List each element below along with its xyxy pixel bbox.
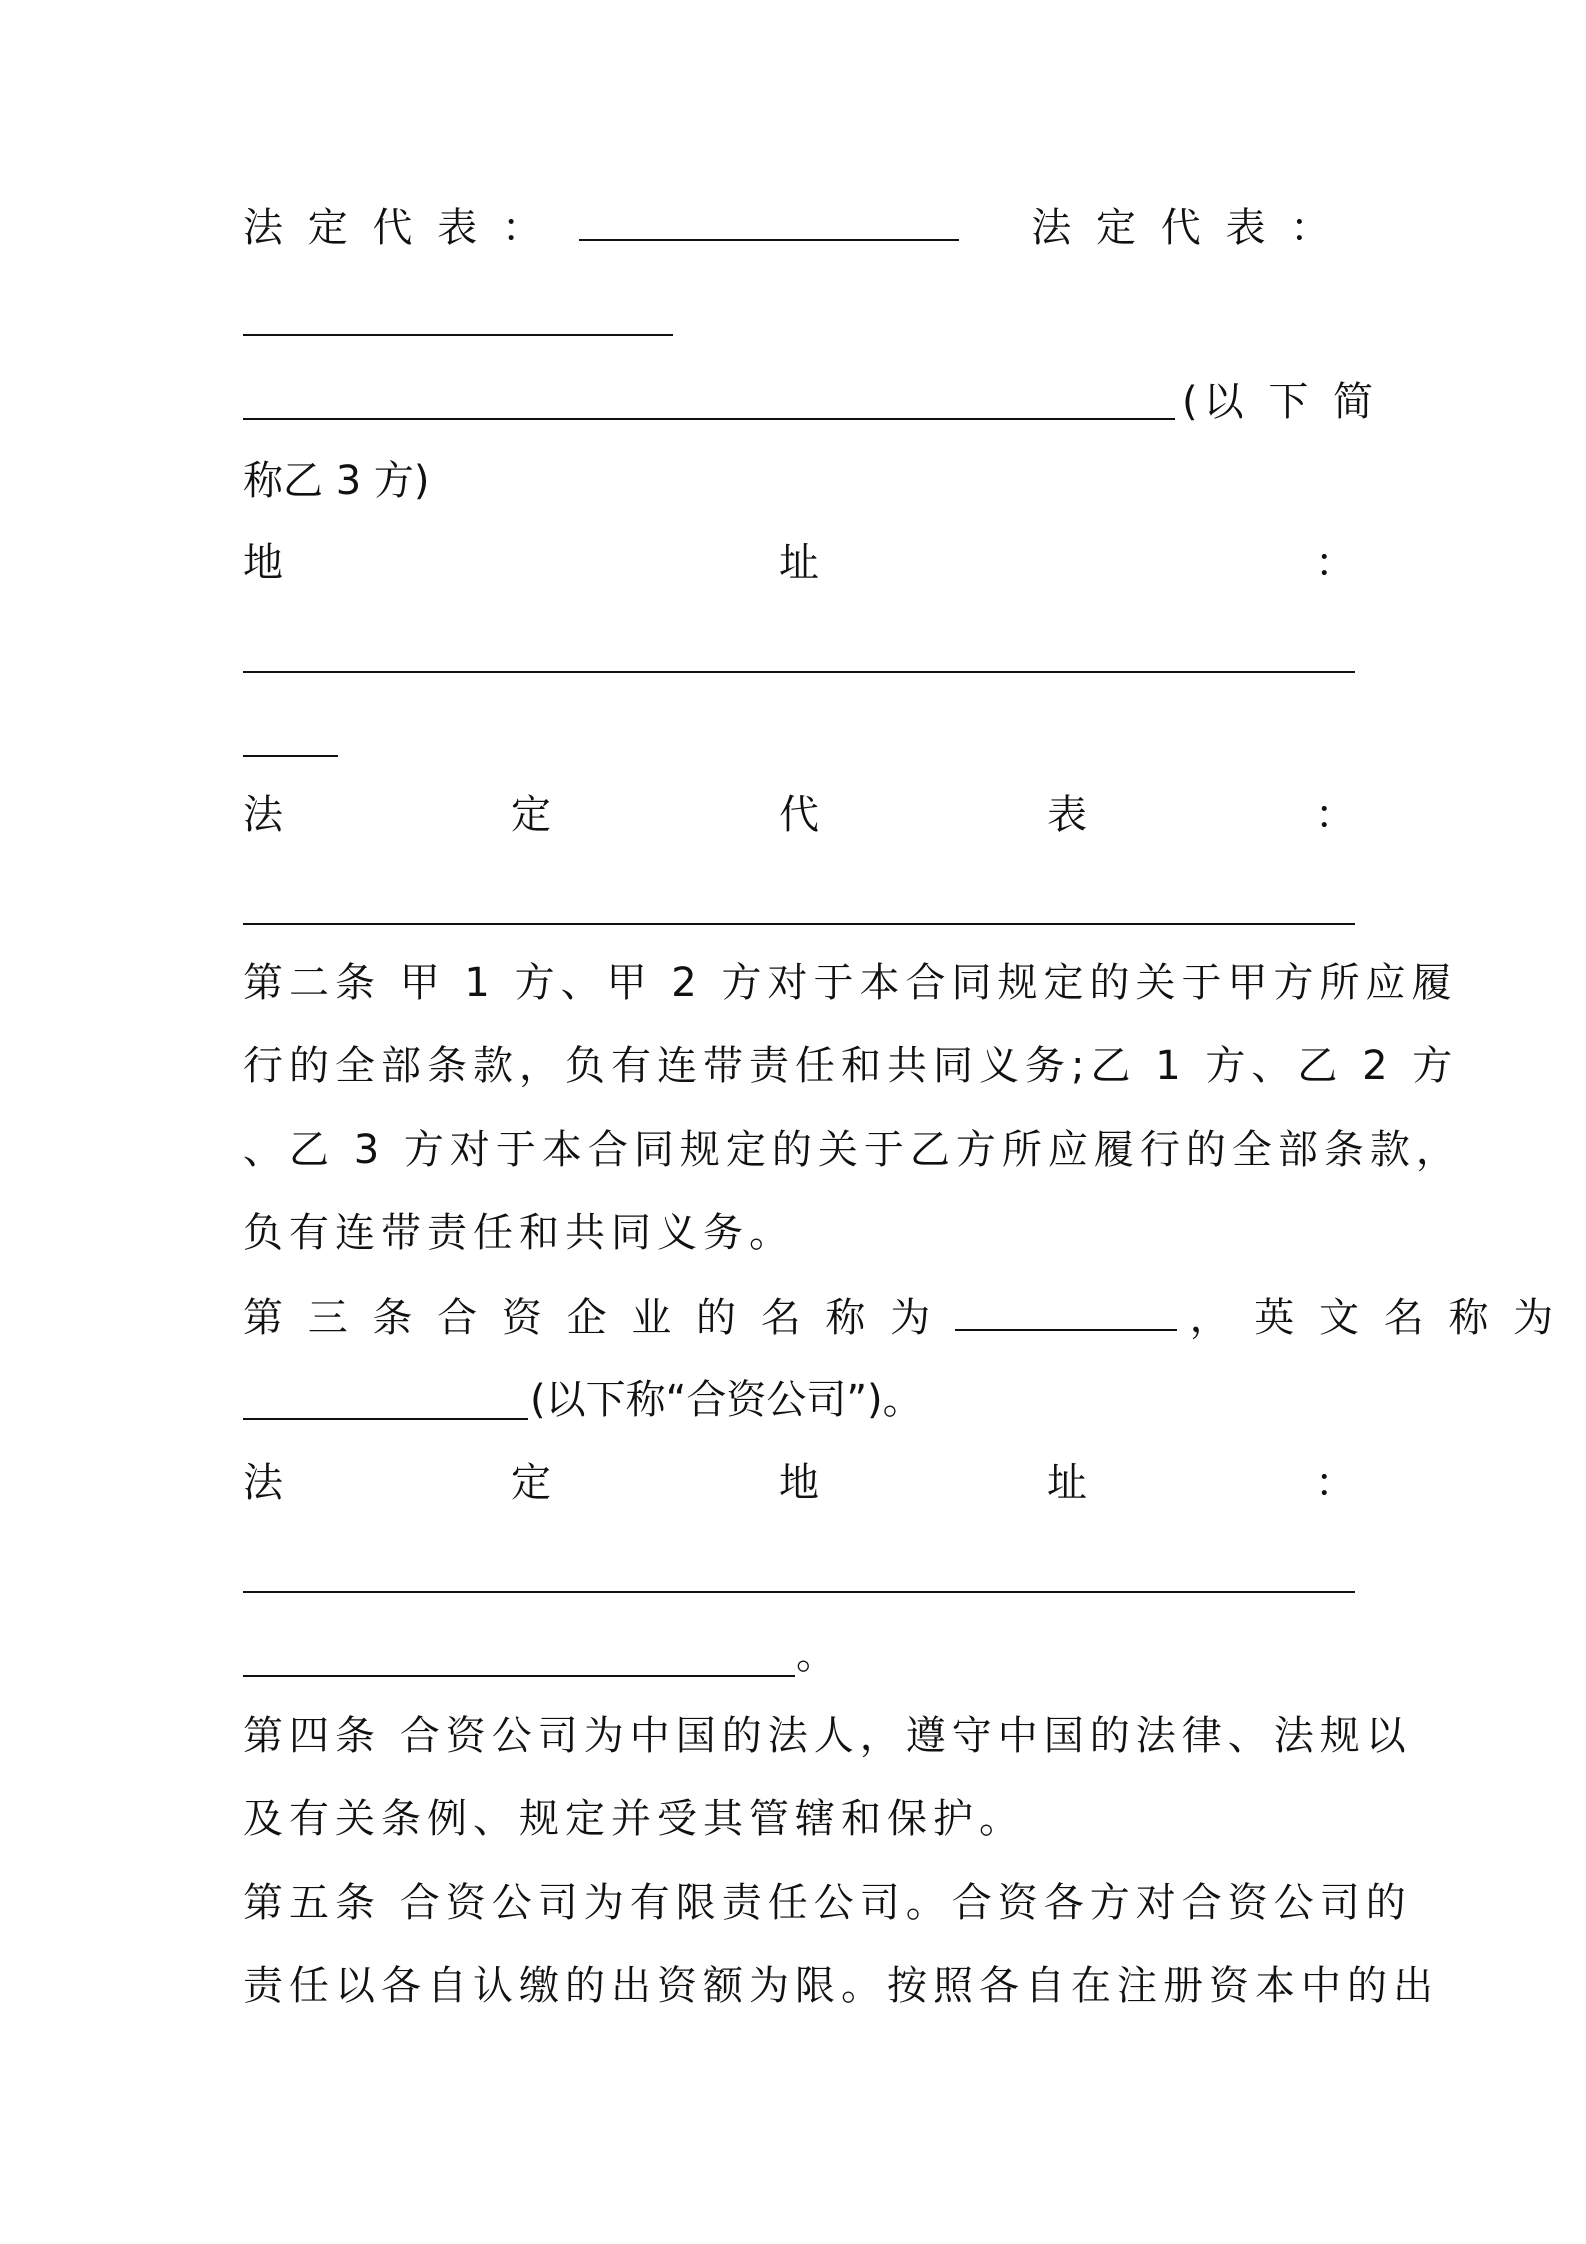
legal-address-char-2: 定 (511, 1460, 551, 1506)
legal-address-blank-1 (243, 1591, 1355, 1593)
legal-rep-colon: ： (1315, 792, 1355, 838)
article-4-line-2: 及有关条例、规定并受其管辖和保护。 (243, 1796, 1025, 1842)
legal-address-char-1: 法 (243, 1460, 283, 1506)
article-3-english-label: ， 英 文 名 称 为 (1189, 1295, 1560, 1341)
legal-address-label-line (243, 1453, 1355, 1513)
legal-rep-label-line-2 (243, 785, 1355, 845)
joint-venture-abbrev: (以下称“合资公司”)。 (530, 1377, 923, 1423)
article-2-line-1: 第二条 甲 1 方、甲 2 方对于本合同规定的关于甲方所应履 (243, 960, 1458, 1006)
address-colon: ： (1315, 540, 1355, 586)
party-b3-name-blank (243, 418, 1175, 420)
legal-rep-char-1: 法 (243, 792, 283, 838)
legal-address-end-line (796, 1625, 876, 1685)
legal-address-char-3: 地 (779, 1460, 819, 1506)
company-name-blank (955, 1287, 1177, 1331)
article-2-line-2: 行的全部条款，负有连带责任和共同义务;乙 1 方、乙 2 方 (243, 1043, 1459, 1089)
legal-rep-line-1 (243, 197, 1355, 257)
legal-rep-char-4: 表 (1047, 792, 1087, 838)
legal-rep-blank-2 (243, 923, 1355, 925)
article-5-line-1: 第五条 合资公司为有限责任公司。合资各方对合资公司的 (243, 1880, 1412, 1926)
article-5-line-2: 责任以各自认缴的出资额为限。按照各自在注册资本中的出 (243, 1963, 1439, 2009)
legal-address-blank-2 (243, 1675, 795, 1677)
legal-rep-label-right: 法 定 代 表 ： (1031, 205, 1337, 251)
legal-rep-char-3: 代 (779, 792, 819, 838)
address-blank-2 (243, 755, 338, 757)
article-3-line-2-text (530, 1370, 1130, 1430)
article-3-name-label: 第 三 条 合 资 企 业 的 名 称 为 (243, 1295, 937, 1341)
legal-address-char-4: 址 (1047, 1460, 1087, 1506)
article-4-line-1: 第四条 合资公司为中国的法人，遵守中国的法律、法规以 (243, 1713, 1412, 1759)
english-name-blank (243, 1418, 528, 1420)
legal-address-colon: ： (1315, 1460, 1355, 1506)
legal-rep-blank-right (243, 334, 673, 336)
article-2-line-4: 负有连带责任和共同义务。 (243, 1210, 795, 1256)
party-b3-abbrev: 称乙 3 方) (243, 458, 430, 504)
address-label-line (243, 533, 1355, 593)
legal-rep-label-left: 法 定 代 表 ： (243, 205, 548, 251)
party-b3-suffix-line (1182, 372, 1380, 432)
legal-rep-blank-left (579, 197, 959, 241)
party-b3-suffix: (以 下 简 (1182, 379, 1380, 425)
address-char-1: 地 (243, 540, 283, 586)
article-3-line-1 (243, 1287, 1560, 1347)
legal-address-period: 。 (796, 1632, 836, 1678)
legal-rep-char-2: 定 (511, 792, 551, 838)
address-char-2: 址 (779, 540, 819, 586)
article-2-line-3: 、乙 3 方对于本合同规定的关于乙方所应履行的全部条款， (243, 1127, 1462, 1173)
address-blank-1 (243, 671, 1355, 673)
